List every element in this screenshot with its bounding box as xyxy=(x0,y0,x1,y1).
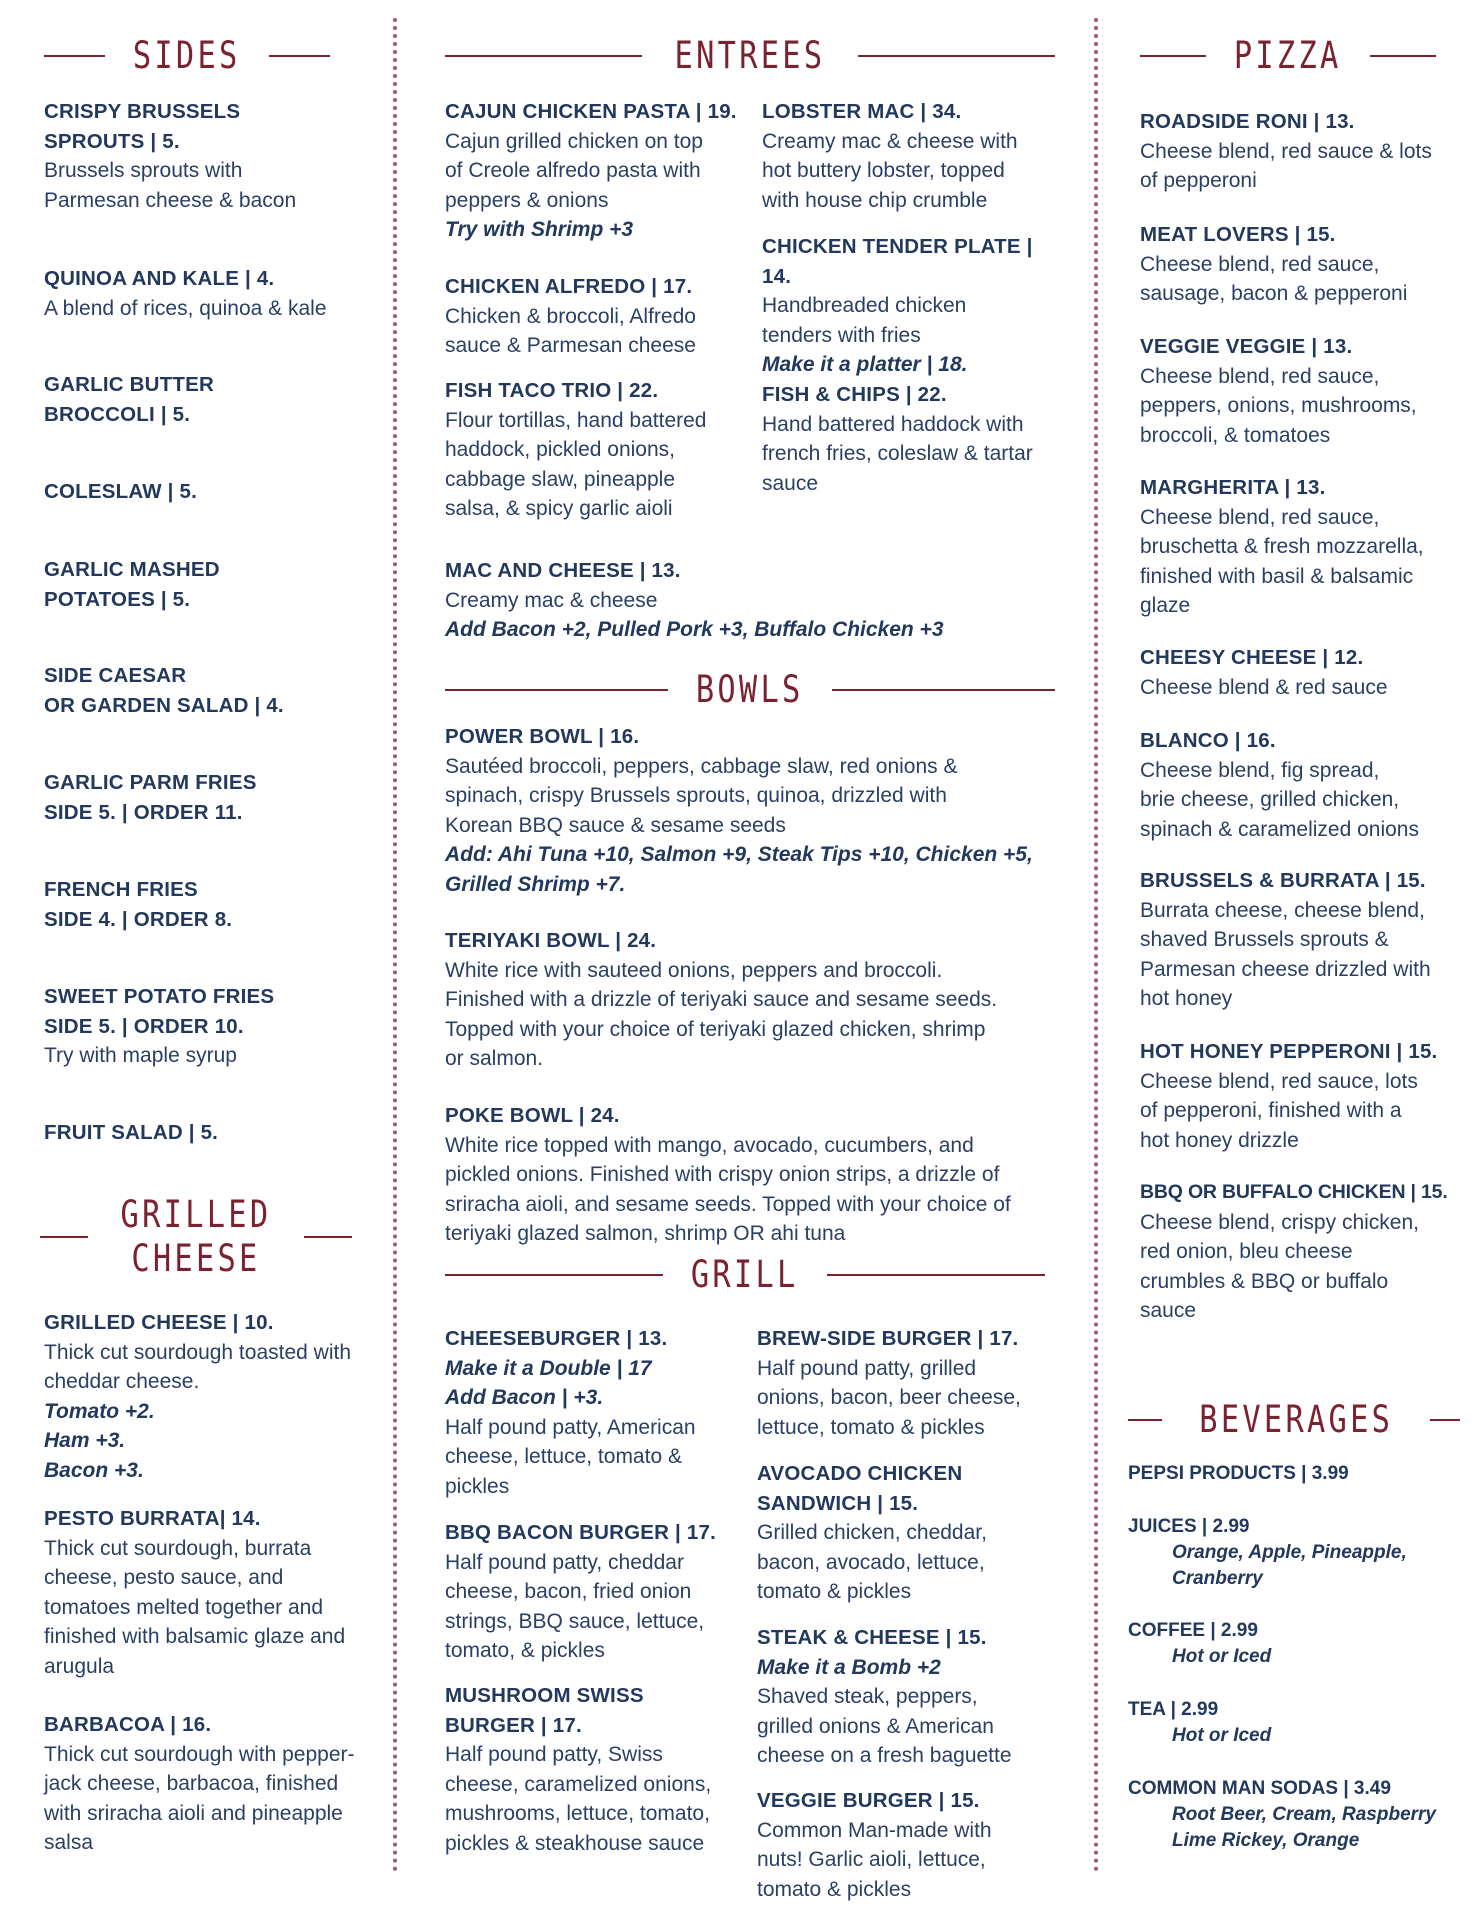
item-desc: Half pound patty, cheddar cheese, bacon, fried onion strings, BBQ sauce, lettuce, tomato, & pickles xyxy=(445,1550,705,1662)
item-desc: Try with maple syrup xyxy=(44,1044,237,1067)
item-addon: Add: Ahi Tuna +10, Salmon +9, Steak Tips +10, Chicken +5, Grilled Shrimp +7. xyxy=(445,843,1033,896)
beverage-options: Hot or Iced xyxy=(1172,1646,1272,1667)
menu-item xyxy=(1140,220,1470,309)
item-name: BARBACOA | 16. xyxy=(44,1713,212,1736)
menu-item xyxy=(1140,1037,1470,1155)
item-desc: Thick cut sourdough, burrata cheese, pesto sauce, and tomatoes melted together and finished with balsamic glaze and arugula xyxy=(44,1536,346,1678)
item-desc: Chicken & broccoli, Alfredo sauce & Parmesan cheese xyxy=(445,304,696,357)
item-name: GARLIC MASHED POTATOES | 5. xyxy=(44,558,220,611)
grill-heading-text: GRILL xyxy=(691,1253,799,1296)
beverage-name: JUICES | 2.99 xyxy=(1128,1516,1250,1537)
item-desc: Cheese blend, red sauce, peppers, onions, mushrooms, broccoli, & tomatoes xyxy=(1140,364,1417,447)
grilled-cheese-heading xyxy=(40,1193,352,1282)
item-name: SIDE CAESAR OR GARDEN SALAD | 4. xyxy=(44,664,284,717)
item-addon: Try with Shrimp +3 xyxy=(445,218,634,241)
menu-item xyxy=(44,264,364,323)
item-desc: Cajun grilled chicken on top of Creole alfredo pasta with peppers & onions xyxy=(445,129,703,212)
menu-item xyxy=(757,1324,1057,1442)
item-desc: Half pound patty, Swiss cheese, caramelized onions, mushrooms, lettuce, tomato, pickles & steakhouse sauce xyxy=(445,1743,712,1855)
menu-item xyxy=(445,376,755,524)
item-name: POKE BOWL | 24. xyxy=(445,1104,620,1127)
item-name: COLESLAW | 5. xyxy=(44,480,197,503)
menu-item xyxy=(445,722,1065,899)
grill-heading xyxy=(445,1253,1045,1297)
beverages-heading xyxy=(1128,1398,1428,1442)
item-addon: Make it a platter | 18. xyxy=(762,353,968,376)
item-addon: Tomato +2. Ham +3. Bacon +3. xyxy=(44,1399,155,1482)
menu-item xyxy=(44,555,364,614)
menu-item xyxy=(445,1101,1065,1249)
menu-item xyxy=(1140,1178,1470,1326)
menu-item xyxy=(1140,866,1470,1014)
item-desc: Common Man-made with nuts! Garlic aioli, lettuce, tomato & pickles xyxy=(757,1818,992,1901)
item-desc: Half pound patty, American cheese, lettuce, tomato & pickles xyxy=(445,1415,696,1498)
item-desc: Burrata cheese, cheese blend, shaved Brussels sprouts & Parmesan cheese drizzled with hot honey xyxy=(1140,898,1431,1010)
item-name: CHEESY CHEESE | 12. xyxy=(1140,646,1364,669)
item-addon: Make it a Bomb +2 xyxy=(757,1655,941,1679)
beverage-name: PEPSI PRODUCTS | 3.99 xyxy=(1128,1463,1349,1484)
beverage-options: Orange, Apple, Pineapple, Cranberry xyxy=(1172,1542,1407,1589)
item-name: VEGGIE BURGER | 15. xyxy=(757,1789,980,1812)
pizza-heading-text: PIZZA xyxy=(1234,34,1342,77)
item-desc: Half pound patty, grilled onions, bacon, beer cheese, lettuce, tomato & pickles xyxy=(757,1356,1021,1439)
menu-item xyxy=(1140,107,1470,196)
beverage-item xyxy=(1128,1514,1458,1592)
item-name: CHICKEN TENDER PLATE | 14. xyxy=(762,235,1033,288)
menu-item xyxy=(1140,726,1470,844)
menu-item xyxy=(1140,643,1470,702)
beverage-options: Hot or Iced xyxy=(1172,1725,1272,1746)
item-name: BBQ BACON BURGER | 17. xyxy=(445,1521,716,1544)
beverage-name: COMMON MAN SODAS | 3.49 xyxy=(1128,1778,1391,1799)
item-name: PESTO BURRATA| 14. xyxy=(44,1507,261,1530)
menu-item xyxy=(44,1504,374,1681)
bowls-heading-text: BOWLS xyxy=(696,668,804,711)
item-name: GARLIC BUTTER BROCCOLI | 5. xyxy=(44,373,215,426)
beverage-name: TEA | 2.99 xyxy=(1128,1699,1219,1720)
menu-item xyxy=(757,1459,1057,1607)
item-desc: Cheese blend & red sauce xyxy=(1140,675,1388,699)
item-name: QUINOA AND KALE | 4. xyxy=(44,267,275,290)
beverages-heading-text: BEVERAGES xyxy=(1199,1398,1394,1441)
item-name: FISH & CHIPS | 22. xyxy=(762,383,947,406)
item-name: CRISPY BRUSSELS SPROUTS | 5. xyxy=(44,100,241,153)
beverage-name: COFFEE | 2.99 xyxy=(1128,1620,1258,1641)
item-name: POWER BOWL | 16. xyxy=(445,725,640,748)
item-name: BBQ OR BUFFALO CHICKEN | 15. xyxy=(1140,1181,1448,1203)
item-name: GRILLED CHEESE | 10. xyxy=(44,1311,274,1334)
item-desc: Cheese blend, red sauce & lots of pepperoni xyxy=(1140,139,1432,192)
item-desc: Shaved steak, peppers, grilled onions & American cheese on a fresh baguette xyxy=(757,1685,1012,1767)
column-divider-left xyxy=(393,18,397,1873)
item-name: MEAT LOVERS | 15. xyxy=(1140,223,1336,246)
item-name: BREW-SIDE BURGER | 17. xyxy=(757,1327,1019,1350)
menu-item xyxy=(762,97,1062,215)
item-name: MAC AND CHEESE | 13. xyxy=(445,559,681,582)
item-name: HOT HONEY PEPPERONI | 15. xyxy=(1140,1040,1438,1063)
item-desc: Cheese blend, red sauce, bruschetta & fresh mozzarella, finished with basil & balsamic glaze xyxy=(1140,505,1424,617)
item-desc: White rice topped with mango, avocado, cucumbers, and pickled onions. Finished with crispy onion strips, a drizzle of sriracha aioli, and sesame seeds. Topped with your choice of teriyaki glazed salmon, shrimp OR ahi tuna xyxy=(445,1133,1011,1245)
menu-item xyxy=(44,1308,374,1485)
item-name: LOBSTER MAC | 34. xyxy=(762,100,962,123)
item-desc: Handbreaded chicken tenders with fries xyxy=(762,294,967,347)
item-name: CAJUN CHICKEN PASTA | 19. xyxy=(445,100,737,123)
item-name: BRUSSELS & BURRATA | 15. xyxy=(1140,869,1426,892)
item-name: FRENCH FRIES SIDE 4. | ORDER 8. xyxy=(44,878,233,931)
entrees-heading xyxy=(445,34,1055,78)
item-desc: Brussels sprouts with Parmesan cheese & bacon xyxy=(44,159,297,212)
menu-item xyxy=(445,272,755,361)
beverage-item xyxy=(1128,1697,1458,1749)
bowls-heading xyxy=(445,668,1055,712)
menu-item xyxy=(445,97,755,245)
beverage-item xyxy=(1128,1618,1458,1670)
entrees-heading-text: ENTREES xyxy=(674,34,826,77)
item-name: BLANCO | 16. xyxy=(1140,729,1276,752)
item-desc: Cheese blend, red sauce, lots of pepperoni, finished with a hot honey drizzle xyxy=(1140,1069,1418,1152)
menu-item xyxy=(762,232,1062,380)
sides-heading-text: SIDES xyxy=(133,34,241,77)
item-name: ROADSIDE RONI | 13. xyxy=(1140,110,1355,133)
menu-item xyxy=(44,982,364,1071)
item-name: CHICKEN ALFREDO | 17. xyxy=(445,275,693,298)
beverage-item xyxy=(1128,1776,1468,1854)
menu-item xyxy=(445,556,1065,645)
item-desc: Creamy mac & cheese xyxy=(445,588,658,612)
item-desc: Thick cut sourdough with pepper- jack cheese, barbacoa, finished with sriracha aioli and pineapple salsa xyxy=(44,1742,355,1854)
menu-item xyxy=(1140,332,1470,450)
menu-item xyxy=(44,875,364,934)
menu-item xyxy=(445,1518,750,1666)
menu-item xyxy=(44,1710,374,1858)
item-name: FISH TACO TRIO | 22. xyxy=(445,379,659,402)
item-name: TERIYAKI BOWL | 24. xyxy=(445,929,657,952)
item-name: MARGHERITA | 13. xyxy=(1140,476,1326,499)
item-desc: Hand battered haddock with french fries, coleslaw & tartar sauce xyxy=(762,412,1033,495)
item-desc: Sautéed broccoli, peppers, cabbage slaw, red onions & spinach, crispy Brussels sprouts, quinoa, drizzled with Korean BBQ sauce & sesame seeds xyxy=(445,754,958,837)
menu-item xyxy=(445,1681,750,1858)
item-desc: Cheese blend, crispy chicken, red onion, bleu cheese crumbles & BBQ or buffalo sauce xyxy=(1140,1210,1419,1322)
column-divider-right xyxy=(1094,18,1098,1873)
item-desc: Creamy mac & cheese with hot buttery lobster, topped with house chip crumble xyxy=(762,129,1018,212)
item-name: MUSHROOM SWISS BURGER | 17. xyxy=(445,1684,644,1737)
item-desc: Cheese blend, fig spread, brie cheese, grilled chicken, spinach & caramelized onions xyxy=(1140,758,1419,841)
menu-item xyxy=(44,370,364,429)
item-name: AVOCADO CHICKEN SANDWICH | 15. xyxy=(757,1462,963,1515)
item-name: VEGGIE VEGGIE | 13. xyxy=(1140,335,1353,358)
item-name: GARLIC PARM FRIES SIDE 5. | ORDER 11. xyxy=(44,771,257,824)
menu-item xyxy=(1140,473,1470,621)
item-desc: Grilled chicken, cheddar, bacon, avocado, lettuce, tomato & pickles xyxy=(757,1521,987,1603)
sides-heading xyxy=(44,34,330,78)
menu-item xyxy=(757,1786,1057,1904)
menu-item xyxy=(44,661,364,720)
menu-item xyxy=(445,926,1065,1074)
menu-item xyxy=(44,477,364,507)
item-desc: Thick cut sourdough toasted with cheddar cheese. xyxy=(44,1340,352,1393)
item-desc: Cheese blend, red sauce, sausage, bacon & pepperoni xyxy=(1140,252,1408,305)
menu-item xyxy=(44,1118,364,1148)
item-desc: A blend of rices, quinoa & kale xyxy=(44,296,327,320)
item-name: FRUIT SALAD | 5. xyxy=(44,1121,219,1144)
menu-item xyxy=(757,1623,1057,1771)
menu-item xyxy=(44,768,364,827)
beverage-item xyxy=(1128,1461,1458,1487)
item-addon: Make it a Double | 17 Add Bacon | +3. xyxy=(445,1356,652,1409)
item-name: CHEESEBURGER | 13. xyxy=(445,1327,668,1350)
item-desc: White rice with sauteed onions, peppers and broccoli. Finished with a drizzle of teriyaki sauce and sesame seeds. Topped with your choice of teriyaki glazed chicken, shrimp or salmon. xyxy=(445,958,998,1070)
pizza-heading xyxy=(1140,34,1436,78)
menu-item xyxy=(445,1324,750,1501)
item-addon: Add Bacon +2, Pulled Pork +3, Buffalo Chicken +3 xyxy=(445,618,944,641)
item-name: STEAK & CHEESE | 15. xyxy=(757,1626,987,1649)
item-name: SWEET POTATO FRIES SIDE 5. | ORDER 10. xyxy=(44,985,275,1038)
item-desc: Flour tortillas, hand battered haddock, pickled onions, cabbage slaw, pineapple salsa, & spicy garlic aioli xyxy=(445,408,707,520)
grilled-cheese-heading-text: GRILLED CHEESE xyxy=(120,1193,272,1281)
beverage-options: Root Beer, Cream, Raspberry Lime Rickey, Orange xyxy=(1172,1804,1436,1851)
menu-item xyxy=(44,97,364,215)
menu-item xyxy=(762,380,1062,498)
